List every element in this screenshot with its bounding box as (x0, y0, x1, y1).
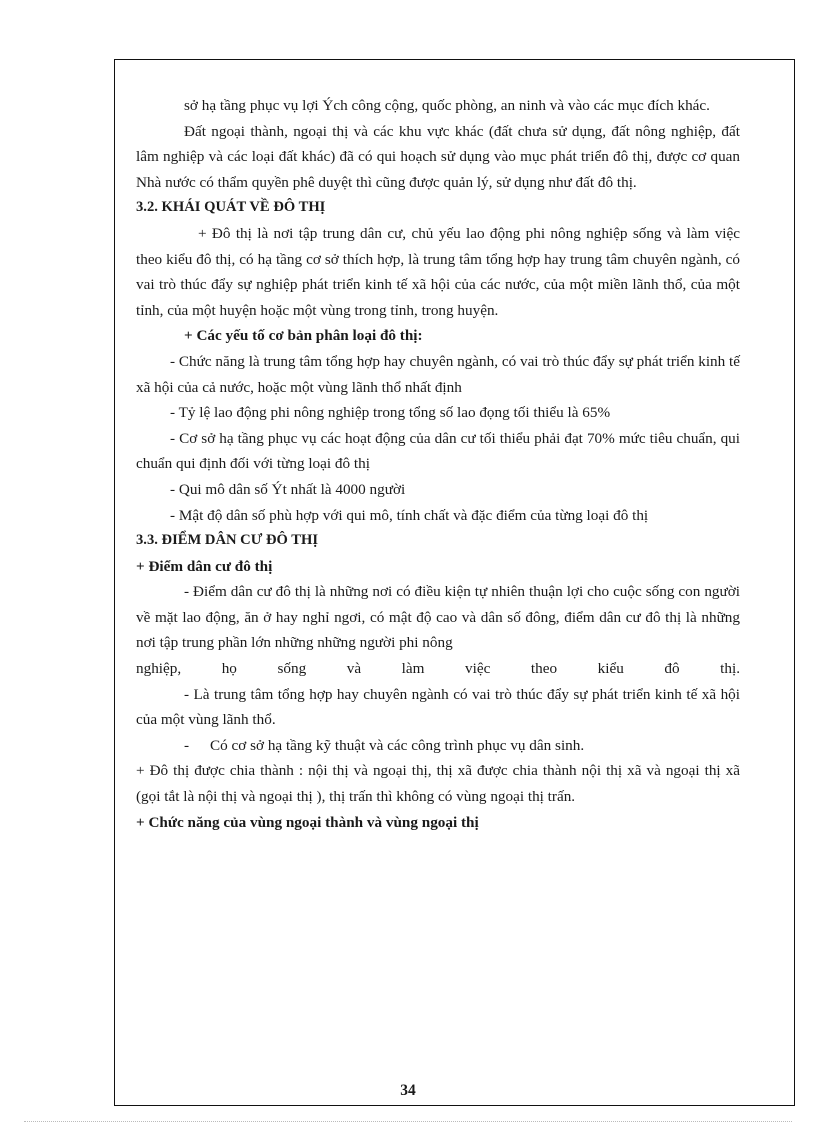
paragraph-settlement-description-last-line: nghiệp, họ sống và làm việc theo kiểu đô thị. (136, 660, 740, 678)
subheading-suburban-functions: + Chức năng của vùng ngoại thành và vùng ngoại thị (136, 813, 479, 831)
subheading-urban-settlement: + Điểm dân cư đô thị (136, 557, 273, 575)
paragraph-land-use-continued: sở hạ tầng phục vụ lợi Ých công cộng, quốc phòng, an ninh và vào các mục đích khác. (184, 97, 710, 114)
factor-item: - Qui mô dân số Ýt nhất là 4000 người (170, 480, 406, 498)
factor-item: - Cơ sở hạ tầng phục vụ các hoạt động của dân cư tối thiểu phải đạt 70% mức tiêu chuẩn, qui chuẩn qui định đối với từng loại đô thị (136, 429, 740, 473)
document-body (136, 93, 740, 835)
subheading-classification-factors: + Các yếu tố cơ bản phân loại đô thị: (184, 327, 423, 345)
paragraph-urban-division: + Đô thị được chia thành : nội thị và ngoại thị, thị xã được chia thành nội thị xã và ngoại thị xã (gọi tắt là nội thị và ngoại thị ), thị trấn thì không có vùng ngoại thị trấn. (136, 762, 740, 806)
heading-section-3-2: 3.2. KHÁI QUÁT VỀ ĐÔ THỊ (136, 199, 326, 216)
paragraph-urban-definition: + Đô thị là nơi tập trung dân cư, chủ yếu lao động phi nông nghiệp sống và làm việc theo kiểu đô thị, có hạ tầng cơ sở thích hợp, là trung tâm tổng hợp hay trung tâm chuyên ngành, có vai trò thúc đẩy sự nghiệp phát triển kinh tế xã hội của các nước, của một miền lãnh thổ, của một tỉnh, của một huyện hoặc một vùng trong tỉnh, trong huyện. (136, 224, 740, 319)
heading-section-3-3: 3.3. ĐIỂM DÂN CƯ ĐÔ THỊ (136, 532, 319, 549)
page-bottom-rule (24, 1121, 792, 1122)
paragraph-settlement-infrastructure (136, 733, 740, 759)
infrastructure-text: Có cơ sở hạ tầng kỹ thuật và các công trình phục vụ dân sinh. (210, 736, 585, 754)
paragraph-settlement-role: - Là trung tâm tổng hợp hay chuyên ngành có vai trò thúc đẩy sự phát triển kinh tế xã hội của một vùng lãnh thổ. (136, 685, 740, 729)
dash-marker: - (184, 736, 190, 754)
paragraph-suburban-land: Đất ngoại thành, ngoại thị và các khu vực khác (đất chưa sử dụng, đất nông nghiệp, đất lâm nghiệp và các loại đất khác) đã có qui hoạch sử dụng vào mục phát triển đô thị, được cơ quan Nhà nước có thẩm quyền phê duyệt thì cũng được quản lý, sử dụng như đất đô thị. (136, 122, 740, 191)
page-number: 34 (400, 1082, 416, 1099)
factor-item: - Chức năng là trung tâm tổng hợp hay chuyên ngành, có vai trò thúc đẩy sự phát triển kinh tế xã hội của cả nước, hoặc một vùng lãnh thổ nhất định (136, 352, 740, 396)
paragraph-settlement-description: - Điểm dân cư đô thị là những nơi có điều kiện tự nhiên thuận lợi cho cuộc sống con người về mặt lao động, ăn ở hay nghỉ ngơi, có mật độ cao và dân số đông, điểm dân cư đô thị là những nơi tập trung phần lớn những những người phi nông (136, 583, 740, 652)
factor-item: - Tỷ lệ lao động phi nông nghiệp trong tổng số lao đọng tối thiểu là 65% (170, 404, 611, 422)
factor-item: - Mật độ dân số phù hợp với qui mô, tính chất và đặc điểm của từng loại đô thị (170, 506, 649, 524)
